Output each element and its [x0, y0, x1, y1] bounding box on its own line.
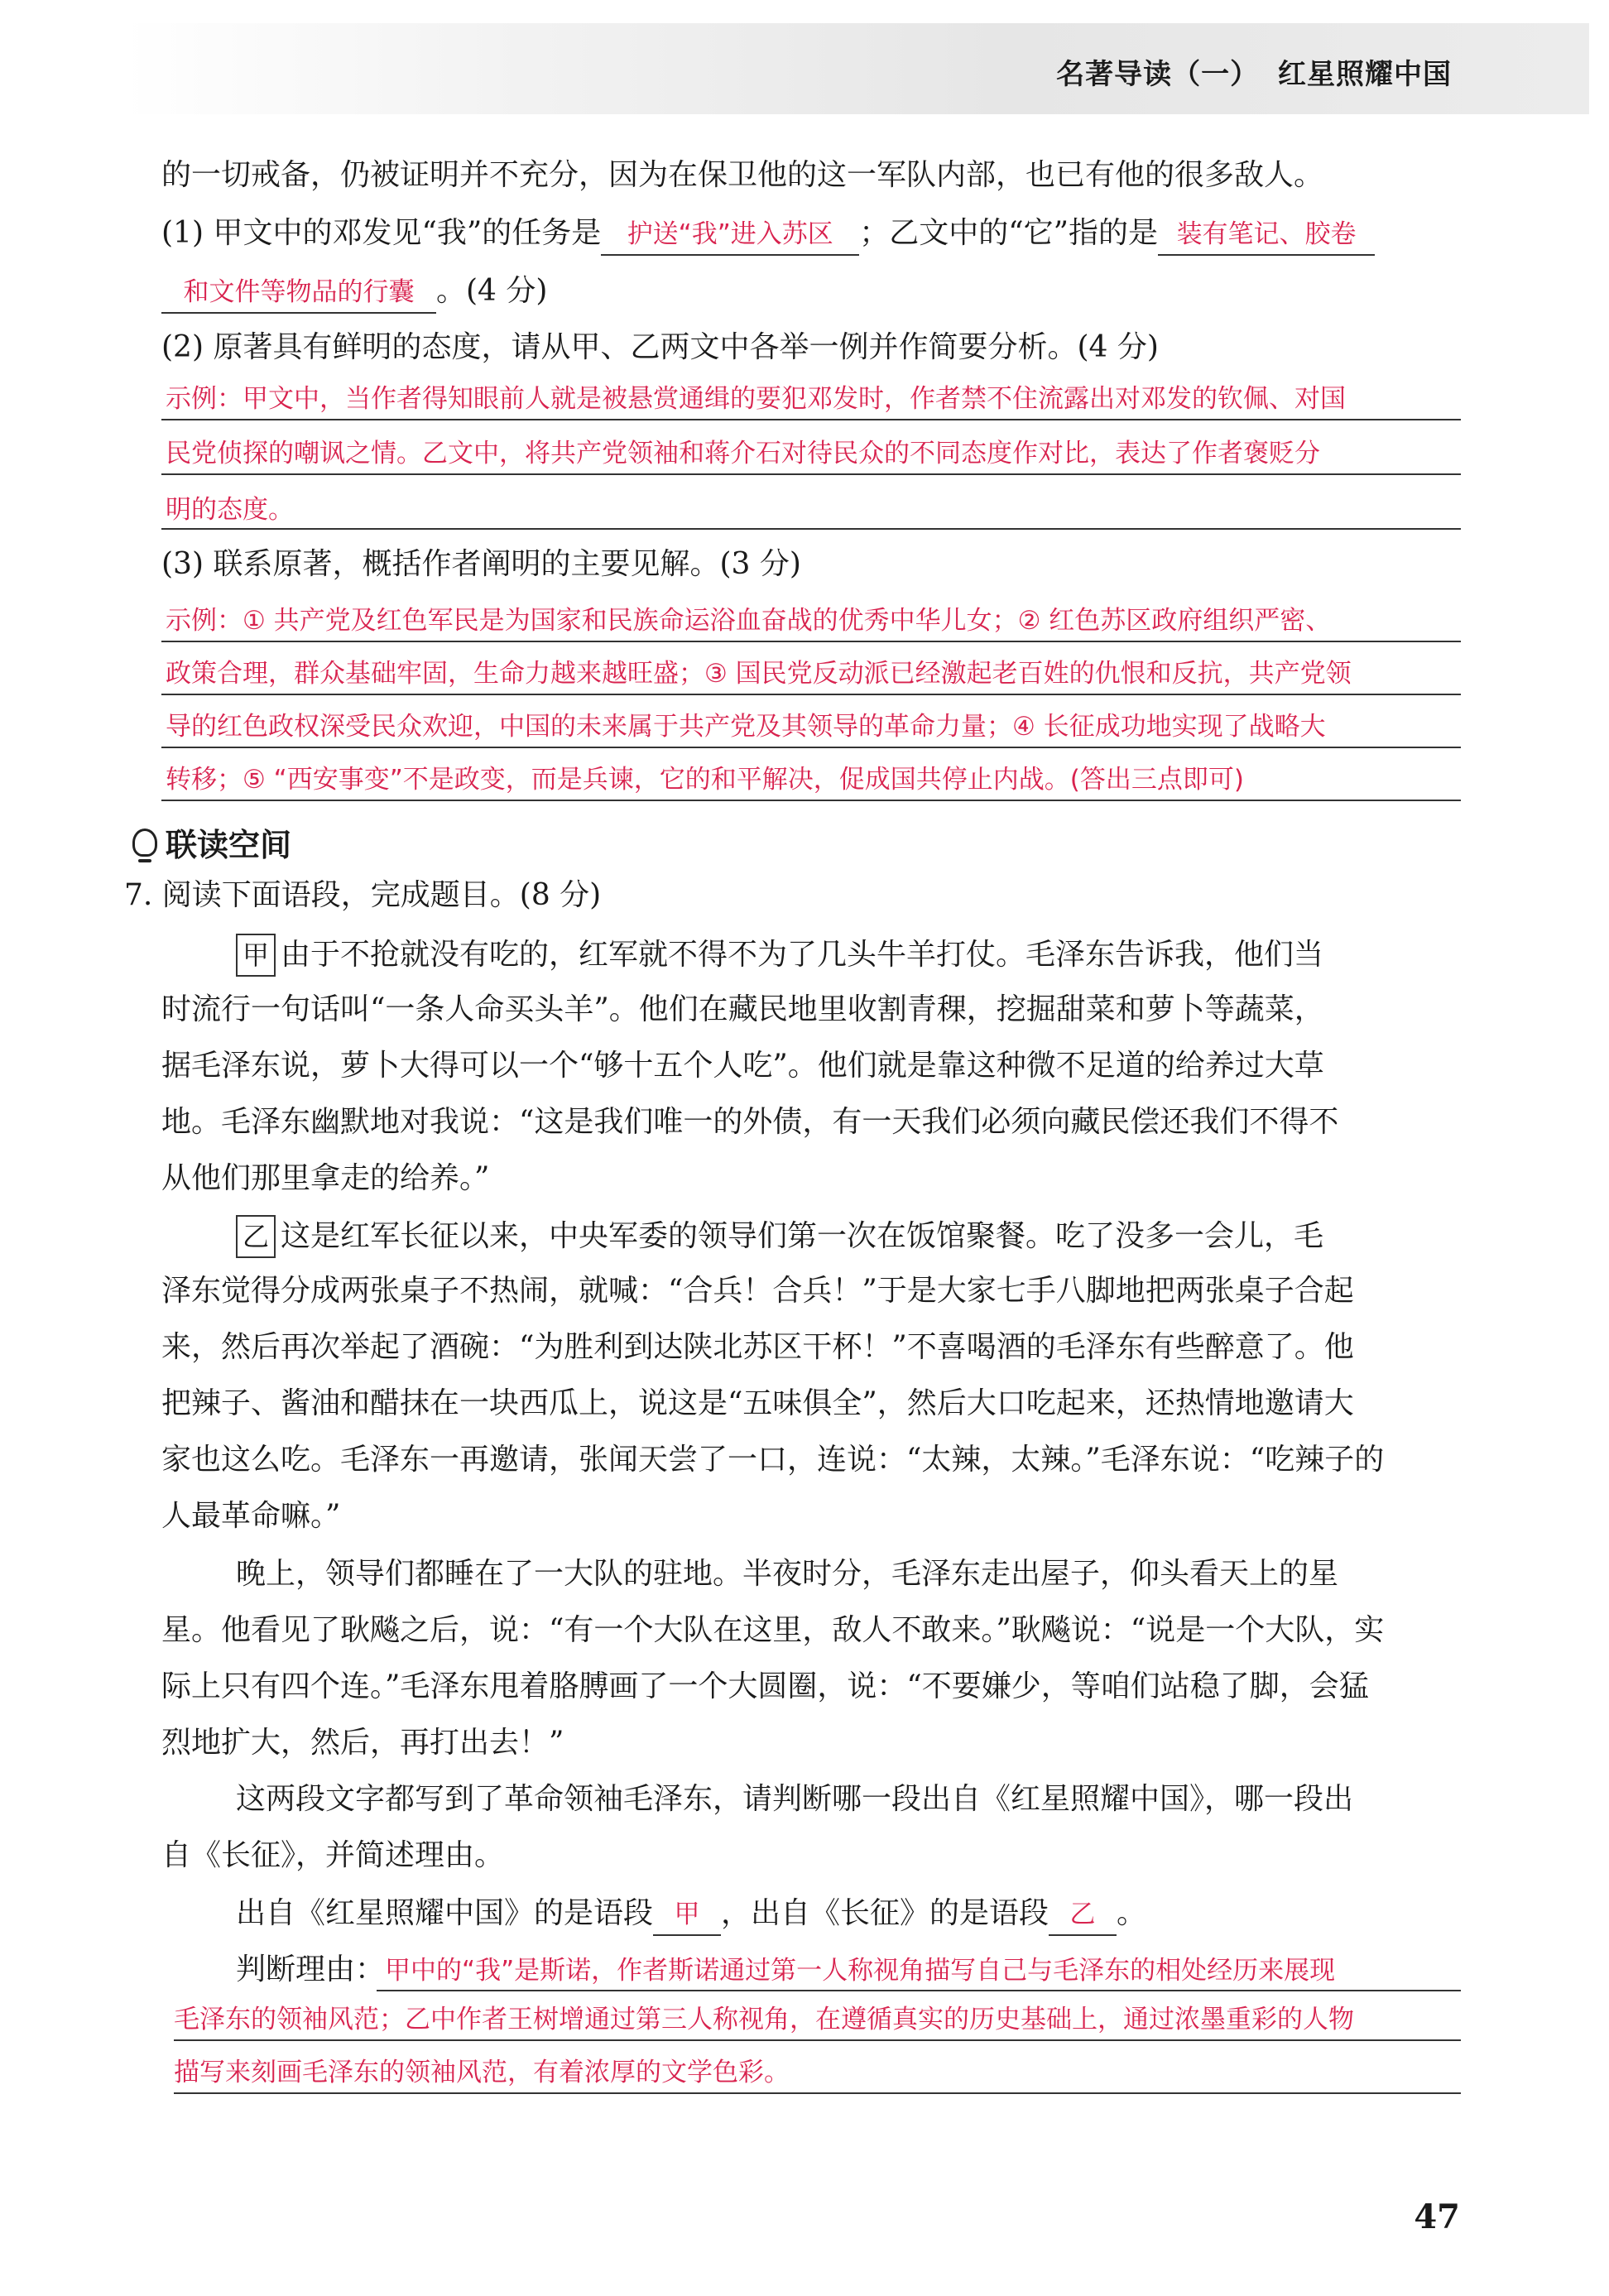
- q2-answer-line: 明的态度。: [166, 495, 294, 525]
- reason-answer-line: 描写来刻画毛泽东的领袖风范，有着浓厚的文学色彩。: [174, 2058, 790, 2087]
- source-b-prefix: ，出自《长征》的是语段: [721, 1896, 1049, 1930]
- passage-yi-line: 来，然后再次举起了酒碗：“为胜利到达陕北苏区干杯！”不喜喝酒的毛泽东有些醉意了。他: [161, 1330, 1354, 1364]
- q1-answer-b-1: 装有笔记、胶卷: [1158, 214, 1375, 256]
- book-label: 名著导读（一）: [1056, 58, 1260, 91]
- passage-yi2-line: 晚上，领导们都睡在了一大队的驻地。半夜时分，毛泽东走出屋子，仰头看天上的星: [236, 1557, 1339, 1591]
- q7-question-line: 这两段文字都写到了革命领袖毛泽东，请判断哪一段出自《红星照耀中国》，哪一段出: [236, 1782, 1354, 1816]
- reason-answer: 甲中的“我”是斯诺，作者斯诺通过第一人称视角描写自己与毛泽东的相处经历来展现: [385, 1956, 1336, 1986]
- answer-rule: [377, 1990, 1461, 1991]
- passage-yi-line: 家也这么吃。毛泽东一再邀请，张闻天尝了一口，连说：“太辣，太辣。”毛泽东说：“吃辣子的: [161, 1443, 1385, 1477]
- q3-answer-line: 示例：① 共产党及红色军民是为国家和民族命运浴血奋战的优秀中华儿女；② 红色苏区政府组织严密、: [166, 606, 1332, 636]
- reason-label: 判断理由：: [236, 1953, 386, 1986]
- answer-rule: [161, 694, 1461, 695]
- q1-part-b: ；乙文中的“它”指的是: [859, 216, 1159, 250]
- q7-source-line: [236, 1894, 1535, 1936]
- source-b-answer: 乙: [1049, 1895, 1117, 1936]
- passage-yi2-line: 烈地扩大，然后，再打出去！”: [161, 1726, 564, 1760]
- question-2: (2) 原著具有鲜明的态度，请从甲、乙两文中各举一例并作简要分析。(4 分): [161, 330, 1159, 364]
- passage-jia-line: 地。毛泽东幽默地对我说：“这是我们唯一的外债，有一天我们必须向藏民偿还我们不得不: [161, 1105, 1339, 1139]
- q3-answer-line: 导的红色政权深受民众欢迎，中国的未来属于共产党及其领导的革命力量；④ 长征成功地实现了战略大: [166, 712, 1326, 742]
- passage-jia-line: 据毛泽东说，萝卜大得可以一个“够十五个人吃”。他们就是靠这种微不足道的给养过大草: [161, 1049, 1324, 1083]
- q7-reason-line: [236, 1950, 1535, 1991]
- answer-rule: [161, 747, 1461, 748]
- passage-text: 由于不抢就没有吃的，红军就不得不为了几头牛羊打仗。毛泽东告诉我，他们当: [281, 938, 1324, 972]
- passage-text: 这是红军长征以来，中央军委的领导们第一次在饭馆聚餐。吃了没多一会儿，毛: [281, 1219, 1324, 1253]
- passage-tag-yi: 乙: [236, 1215, 276, 1258]
- question-3: (3) 联系原著，概括作者阐明的主要见解。(3 分): [161, 547, 801, 581]
- passage-yi2-line: 星。他看见了耿飚之后，说：“有一个大队在这里，敌人不敢来。”耿飚说：“说是一个大队，实: [161, 1613, 1385, 1647]
- q2-answer-line: 示例：甲文中，当作者得知眼前人就是被悬赏通缉的要犯邓发时，作者禁不住流露出对邓发的钦佩、对国: [166, 384, 1346, 414]
- passage-yi-line: [236, 1215, 1535, 1258]
- q1-answer-a: 护送“我”进入苏区: [601, 214, 859, 256]
- question-1-cont: [161, 271, 1461, 314]
- question-7: 7. 阅读下面语段，完成题目。(8 分): [124, 878, 602, 912]
- answer-rule: [161, 528, 1461, 530]
- question-1: [161, 214, 1461, 256]
- answer-rule: [161, 800, 1461, 801]
- q1-part-c: 。(4 分): [436, 274, 548, 308]
- reason-answer-line: 毛泽东的领袖风范；乙中作者王树增通过第三人称视角，在遵循真实的历史基础上，通过浓墨重彩的人物: [174, 2005, 1354, 2034]
- q3-answer-line: 政策合理，群众基础牢固，生命力越来越旺盛；③ 国民党反动派已经激起老百姓的仇恨和反抗，共产党领: [166, 659, 1352, 689]
- book-title: 红星照耀中国: [1278, 58, 1452, 91]
- passage-jia-line: 从他们那里拿走的给养。”: [161, 1161, 490, 1195]
- answer-rule: [161, 419, 1461, 420]
- q1-part-a: (1) 甲文中的邓发见“我”的任务是: [161, 216, 602, 250]
- answer-rule: [174, 2092, 1461, 2094]
- passage-yi-line: 把辣子、酱油和醋抹在一块西瓜上，说这是“五味俱全”，然后大口吃起来，还热情地邀请大: [161, 1386, 1354, 1420]
- passage-jia-line: 时流行一句话叫“一条人命买头羊”。他们在藏民地里收割青稞，挖掘甜菜和萝卜等蔬菜，: [161, 992, 1324, 1026]
- page-number: 47: [1414, 2198, 1460, 2236]
- q1-answer-b-2: 和文件等物品的行囊: [161, 272, 436, 314]
- passage-jia-line: [236, 934, 1535, 977]
- passage-yi-line: 泽东觉得分成两张桌子不热闹，就喊：“合兵！合兵！”于是大家七手八脚地把两张桌子合起: [161, 1274, 1354, 1308]
- passage-tag-jia: 甲: [236, 934, 276, 977]
- answer-rule: [161, 473, 1461, 475]
- lightbulb-icon: [132, 829, 157, 857]
- passage-yi2-line: 际上只有四个连。”毛泽东甩着胳膊画了一个大圆圈，说：“不要嫌少，等咱们站稳了脚，会猛: [161, 1669, 1369, 1703]
- source-a-prefix: 出自《红星照耀中国》的是语段: [236, 1896, 654, 1930]
- q3-answer-line: 转移；⑤ “西安事变”不是政变，而是兵谏，它的和平解决，促成国共停止内战。(答出三点即可): [166, 765, 1244, 795]
- answer-rule: [161, 641, 1461, 642]
- running-header: [1048, 51, 1452, 92]
- continuation-text: 的一切戒备，仍被证明并不充分，因为在保卫他的这一军队内部，也已有他的很多敌人。: [161, 158, 1324, 192]
- source-a-answer: 甲: [653, 1895, 721, 1936]
- section-title: 联读空间: [166, 827, 292, 863]
- answer-rule: [174, 2039, 1461, 2041]
- q2-answer-line: 民党侦探的嘲讽之情。乙文中，将共产党领袖和蒋介石对待民众的不同态度作对比，表达了作者褒贬分: [166, 439, 1320, 468]
- section-heading: [132, 819, 291, 865]
- q7-question-line: 自《长征》，并简述理由。: [161, 1838, 505, 1872]
- source-end: 。: [1117, 1896, 1147, 1930]
- passage-yi-line: 人最革命嘛。”: [161, 1499, 341, 1533]
